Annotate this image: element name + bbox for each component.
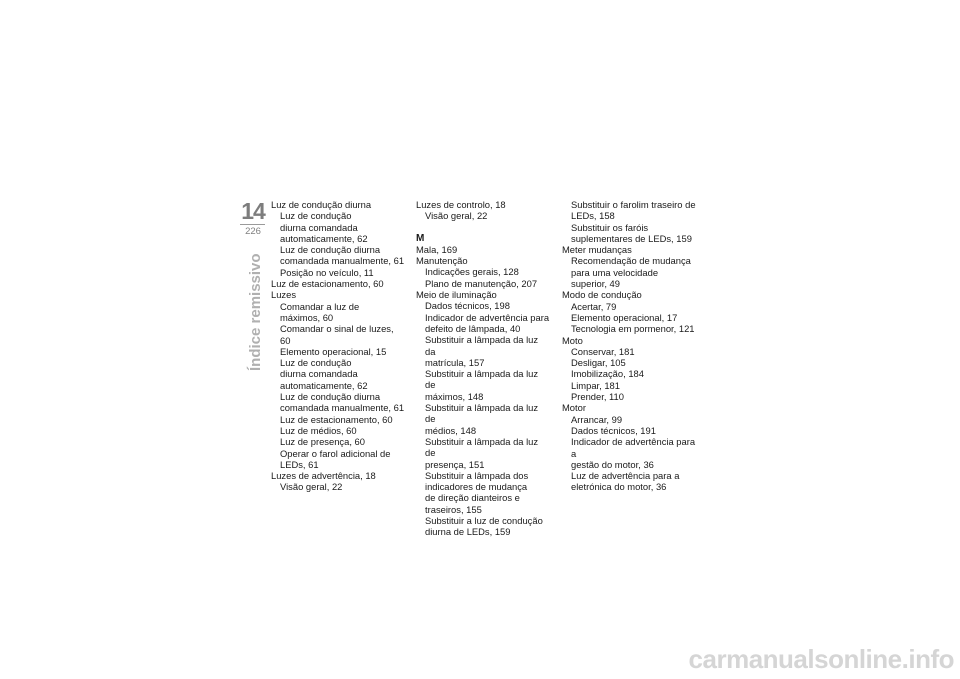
index-subentry: automaticamente, 62 [280, 379, 368, 391]
index-subentry: Dados técnicos, 198 [425, 300, 510, 312]
index-subentry: Comandar o sinal de luzes, 60 [280, 323, 394, 346]
index-subentry: Luz de condução diurna [280, 391, 381, 403]
index-subentry: Desligar, 105 [571, 357, 626, 369]
watermark: carmanualsonline.info [688, 644, 954, 674]
index-subentry: Substituir a luz de condução [425, 515, 543, 527]
index-subentry: diurna comandada [280, 221, 358, 233]
index-subentry: Visão geral, 22 [280, 481, 343, 493]
index-entry: Motor [562, 402, 586, 414]
index-subentry: suplementares de LEDs, 159 [571, 232, 692, 244]
chapter-number: 14 [241, 198, 265, 224]
index-entry: Manutenção [416, 255, 468, 267]
index-subentry: Indicações gerais, 128 [425, 266, 519, 278]
index-entry: Luzes de controlo, 18 [416, 199, 506, 210]
index-subentry: Luz de condução diurna [280, 244, 381, 256]
index-entry: Moto [562, 334, 583, 346]
index-subentry: Elemento operacional, 15 [280, 345, 387, 357]
index-subentry: Substituir o farolim traseiro de [571, 199, 696, 210]
index-subentry: para uma velocidade [571, 266, 659, 278]
index-subentry: comandada manualmente, 61 [280, 402, 405, 414]
index-subentry: Substituir a lâmpada dos [425, 469, 529, 481]
index-subentry: máximos, 60 [280, 311, 334, 323]
index-subentry: indicadores de mudança [425, 481, 528, 493]
index-entry: Luzes [271, 289, 297, 301]
index-subentry: comandada manualmente, 61 [280, 255, 405, 267]
index-subentry: Indicador de advertência para [425, 311, 550, 323]
index-subentry: LEDs, 61 [280, 458, 319, 470]
index-entry: Meter mudanças [562, 244, 632, 256]
index-subentry: Substituir a lâmpada da luz de [425, 368, 539, 391]
index-subentry: Substituir os faróis [571, 221, 649, 233]
index-subentry: matrícula, 157 [425, 356, 485, 368]
section-title: Índice remissivo [247, 253, 264, 371]
index-subentry: eletrónica do motor, 36 [571, 481, 667, 493]
index-subentry: Dados técnicos, 191 [571, 424, 656, 436]
index-subentry: Luz de advertência para a [571, 470, 680, 482]
index-subentry: Indicador de advertência para a [571, 436, 696, 459]
index-subentry: LEDs, 158 [571, 210, 615, 222]
index-subentry: Plano de manutenção, 207 [425, 277, 538, 289]
index-subentry: Luz de condução [280, 210, 352, 222]
index-subentry: automaticamente, 62 [280, 232, 368, 244]
index-subentry: diurna comandada [280, 368, 358, 380]
index-subentry: gestão do motor, 36 [571, 458, 654, 470]
index-subentry: Imobilização, 184 [571, 368, 644, 380]
index-subentry: Luz de presença, 60 [280, 436, 365, 448]
index-subentry: Luz de estacionamento, 60 [280, 413, 393, 425]
index-subentry: Operar o farol adicional de [280, 447, 391, 459]
index-subentry: Conservar, 181 [571, 345, 635, 357]
index-letter-heading: M [416, 232, 425, 244]
index-subentry: Visão geral, 22 [425, 210, 488, 222]
index-subentry: Posição no veículo, 11 [280, 266, 374, 278]
index-column-2 [416, 199, 551, 538]
index-subentry: de direção dianteiros e [425, 492, 520, 504]
index-column-3 [562, 199, 699, 493]
index-subentry: defeito de lâmpada, 40 [425, 322, 521, 334]
page-number: 226 [245, 226, 261, 237]
index-subentry: Substituir a lâmpada da luz de [425, 402, 539, 425]
index-subentry: Recomendação de mudança [571, 255, 691, 267]
index-subentry: Tecnologia em pormenor, 121 [571, 323, 695, 335]
index-subentry: Substituir a lâmpada da luz da [425, 334, 539, 357]
index-subentry: Luz de condução [280, 357, 352, 369]
index-subentry: Luz de médios, 60 [280, 424, 357, 436]
index-subentry: Substituir a lâmpada da luz de [425, 435, 539, 459]
index-subentry: Acertar, 79 [571, 300, 617, 312]
index-subentry: diurna de LEDs, 159 [425, 526, 511, 538]
index-entry: Meio de iluminação [416, 289, 497, 301]
index-subentry: presença, 151 [425, 458, 485, 470]
index-subentry: médios, 148 [425, 424, 477, 436]
chapter-divider [240, 224, 265, 225]
index-subentry: Prender, 110 [571, 391, 624, 403]
index-subentry: Limpar, 181 [571, 379, 620, 391]
index-entry: Luz de estacionamento, 60 [271, 278, 384, 290]
index-entry: Luz de condução diurna [271, 199, 372, 210]
index-subentry: Elemento operacional, 17 [571, 311, 678, 323]
index-subentry: Arrancar, 99 [571, 413, 623, 425]
index-subentry: Comandar a luz de [280, 300, 360, 312]
index-entry: Luzes de advertência, 18 [271, 470, 376, 482]
index-column-1 [271, 199, 405, 493]
index-subentry: superior, 49 [571, 278, 620, 290]
index-subentry: traseiros, 155 [425, 503, 482, 515]
index-entry: Modo de condução [562, 289, 642, 301]
index-subentry: máximos, 148 [425, 390, 484, 402]
index-entry: Mala, 169 [416, 243, 458, 255]
